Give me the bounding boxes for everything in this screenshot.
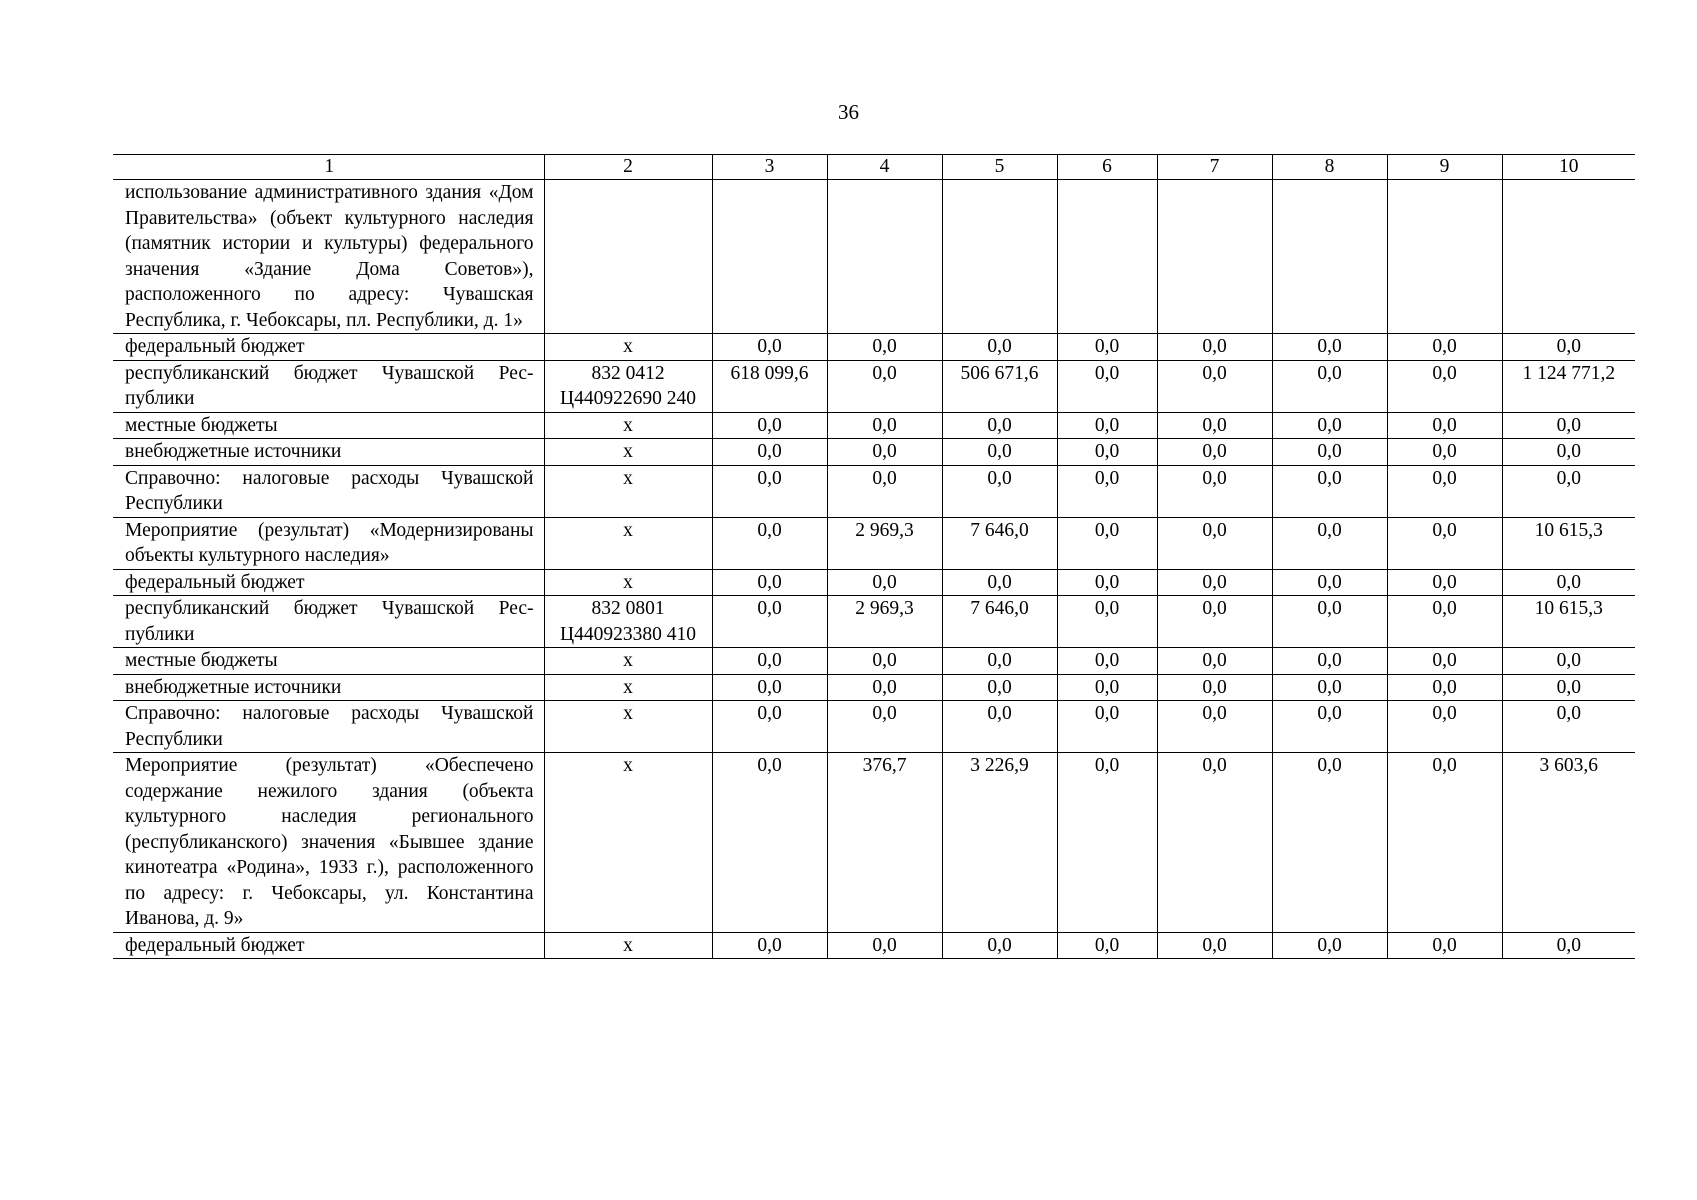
value-cell: 2 969,3 xyxy=(827,517,942,569)
column-header-2: 2 xyxy=(544,155,712,180)
value-cell: 0,0 xyxy=(712,465,827,517)
value-cell: 0,0 xyxy=(712,439,827,466)
value-cell: 0,0 xyxy=(1502,439,1635,466)
value-cell: 0,0 xyxy=(1387,517,1502,569)
value-cell: 0,0 xyxy=(1057,465,1157,517)
value-cell: 0,0 xyxy=(1157,569,1272,596)
value-cell: 0,0 xyxy=(1272,932,1387,959)
row-description: федеральный бюджет xyxy=(113,932,544,959)
row-description: Мероприятие (результат) «Модернизированы объекты культурного наследия» xyxy=(113,517,544,569)
value-cell: 0,0 xyxy=(712,701,827,753)
budget-code: х xyxy=(544,674,712,701)
value-cell: 0,0 xyxy=(1272,674,1387,701)
value-cell: 0,0 xyxy=(1057,596,1157,648)
value-cell: 0,0 xyxy=(1157,465,1272,517)
value-cell: 0,0 xyxy=(1387,360,1502,412)
value-cell: 0,0 xyxy=(712,596,827,648)
row-description: использование административного здания «Дом Правительства» (объект культурного наследия (памятник истории и культуры) федерального значения «Здание Дома Советов»), расположенного по адресу: Чувашская Республика, г. Чебоксары, пл. Республики, д. 1» xyxy=(113,180,544,334)
value-cell: 0,0 xyxy=(1502,932,1635,959)
value-cell: 0,0 xyxy=(942,701,1057,753)
value-cell: 0,0 xyxy=(827,932,942,959)
row-description: федеральный бюджет xyxy=(113,569,544,596)
value-cell: 0,0 xyxy=(1272,334,1387,361)
value-cell: 0,0 xyxy=(1157,674,1272,701)
value-cell: 0,0 xyxy=(1387,596,1502,648)
table-row xyxy=(113,701,1635,753)
table-row xyxy=(113,465,1635,517)
table-row xyxy=(113,180,1635,334)
value-cell: 0,0 xyxy=(712,334,827,361)
value-cell: 506 671,6 xyxy=(942,360,1057,412)
column-header-10: 10 xyxy=(1502,155,1635,180)
table-row xyxy=(113,569,1635,596)
value-cell xyxy=(1157,180,1272,334)
value-cell xyxy=(1272,180,1387,334)
value-cell: 0,0 xyxy=(1157,517,1272,569)
value-cell: 0,0 xyxy=(1057,648,1157,675)
column-header-1: 1 xyxy=(113,155,544,180)
budget-code: х xyxy=(544,334,712,361)
value-cell: 0,0 xyxy=(1157,334,1272,361)
row-description: местные бюджеты xyxy=(113,412,544,439)
value-cell: 3 603,6 xyxy=(1502,753,1635,933)
value-cell: 0,0 xyxy=(1502,465,1635,517)
value-cell: 0,0 xyxy=(1157,701,1272,753)
row-description: внебюджетные источники xyxy=(113,439,544,466)
row-description: федеральный бюджет xyxy=(113,334,544,361)
table-header xyxy=(113,155,1635,180)
table-row xyxy=(113,517,1635,569)
table-row xyxy=(113,753,1635,933)
value-cell xyxy=(712,180,827,334)
value-cell: 0,0 xyxy=(1057,569,1157,596)
value-cell: 0,0 xyxy=(712,412,827,439)
column-header-8: 8 xyxy=(1272,155,1387,180)
value-cell: 0,0 xyxy=(1057,932,1157,959)
value-cell: 0,0 xyxy=(1057,517,1157,569)
value-cell: 0,0 xyxy=(1502,674,1635,701)
value-cell: 0,0 xyxy=(1272,360,1387,412)
value-cell: 0,0 xyxy=(1387,412,1502,439)
row-description: Справочно: налоговые расходы Чувашской Республики xyxy=(113,465,544,517)
budget-code: 832 0412 Ц440922690 240 xyxy=(544,360,712,412)
value-cell: 0,0 xyxy=(1272,412,1387,439)
value-cell: 0,0 xyxy=(942,648,1057,675)
value-cell: 0,0 xyxy=(827,648,942,675)
value-cell: 0,0 xyxy=(712,648,827,675)
value-cell: 0,0 xyxy=(712,932,827,959)
table-row xyxy=(113,932,1635,959)
value-cell: 0,0 xyxy=(942,439,1057,466)
value-cell: 0,0 xyxy=(1057,753,1157,933)
value-cell xyxy=(1057,180,1157,334)
budget-table xyxy=(113,154,1635,959)
value-cell: 618 099,6 xyxy=(712,360,827,412)
row-description: внебюджетные источники xyxy=(113,674,544,701)
value-cell: 0,0 xyxy=(827,701,942,753)
value-cell: 0,0 xyxy=(1272,701,1387,753)
table-row xyxy=(113,360,1635,412)
column-header-9: 9 xyxy=(1387,155,1502,180)
budget-code: 832 0801 Ц440923380 410 xyxy=(544,596,712,648)
table-body xyxy=(113,180,1635,959)
value-cell: 2 969,3 xyxy=(827,596,942,648)
column-header-3: 3 xyxy=(712,155,827,180)
budget-code: х xyxy=(544,932,712,959)
value-cell: 376,7 xyxy=(827,753,942,933)
header-row xyxy=(113,155,1635,180)
value-cell: 0,0 xyxy=(712,674,827,701)
table-row xyxy=(113,439,1635,466)
value-cell: 0,0 xyxy=(712,569,827,596)
table-row xyxy=(113,334,1635,361)
value-cell xyxy=(1387,180,1502,334)
budget-code: х xyxy=(544,753,712,933)
value-cell: 0,0 xyxy=(1387,439,1502,466)
value-cell: 0,0 xyxy=(942,465,1057,517)
value-cell: 0,0 xyxy=(1502,569,1635,596)
value-cell: 0,0 xyxy=(1272,648,1387,675)
value-cell: 0,0 xyxy=(1387,465,1502,517)
value-cell: 0,0 xyxy=(1157,439,1272,466)
value-cell: 0,0 xyxy=(1502,701,1635,753)
value-cell: 0,0 xyxy=(942,932,1057,959)
table-row xyxy=(113,412,1635,439)
column-header-7: 7 xyxy=(1157,155,1272,180)
value-cell xyxy=(942,180,1057,334)
value-cell: 0,0 xyxy=(1387,569,1502,596)
value-cell: 0,0 xyxy=(1502,334,1635,361)
column-header-6: 6 xyxy=(1057,155,1157,180)
value-cell: 10 615,3 xyxy=(1502,596,1635,648)
budget-code: х xyxy=(544,569,712,596)
value-cell: 0,0 xyxy=(1387,701,1502,753)
value-cell: 0,0 xyxy=(827,360,942,412)
value-cell: 0,0 xyxy=(1387,753,1502,933)
value-cell: 7 646,0 xyxy=(942,596,1057,648)
value-cell: 0,0 xyxy=(1057,439,1157,466)
value-cell xyxy=(827,180,942,334)
value-cell: 0,0 xyxy=(1157,932,1272,959)
value-cell xyxy=(1502,180,1635,334)
row-description: республиканский бюджет Чувашской Республики xyxy=(113,596,544,648)
column-header-4: 4 xyxy=(827,155,942,180)
value-cell: 0,0 xyxy=(827,334,942,361)
value-cell: 0,0 xyxy=(1057,701,1157,753)
budget-code: х xyxy=(544,517,712,569)
value-cell: 0,0 xyxy=(827,412,942,439)
row-description: республиканский бюджет Чувашской Республики xyxy=(113,360,544,412)
value-cell: 0,0 xyxy=(942,569,1057,596)
value-cell: 0,0 xyxy=(1272,596,1387,648)
value-cell: 0,0 xyxy=(1157,753,1272,933)
value-cell: 0,0 xyxy=(1387,334,1502,361)
value-cell: 0,0 xyxy=(712,517,827,569)
value-cell: 0,0 xyxy=(1387,674,1502,701)
value-cell: 0,0 xyxy=(1387,932,1502,959)
budget-code: х xyxy=(544,439,712,466)
value-cell: 0,0 xyxy=(1157,360,1272,412)
value-cell: 0,0 xyxy=(942,674,1057,701)
value-cell: 0,0 xyxy=(1272,517,1387,569)
value-cell: 0,0 xyxy=(942,412,1057,439)
table-row xyxy=(113,648,1635,675)
budget-code: х xyxy=(544,465,712,517)
table-row xyxy=(113,596,1635,648)
value-cell: 7 646,0 xyxy=(942,517,1057,569)
value-cell: 3 226,9 xyxy=(942,753,1057,933)
value-cell: 0,0 xyxy=(1272,753,1387,933)
value-cell: 0,0 xyxy=(1057,674,1157,701)
table-row xyxy=(113,674,1635,701)
budget-code: х xyxy=(544,412,712,439)
value-cell: 0,0 xyxy=(827,465,942,517)
value-cell: 0,0 xyxy=(1057,360,1157,412)
row-description: Справочно: налоговые расходы Чувашской Республики xyxy=(113,701,544,753)
value-cell: 0,0 xyxy=(1502,648,1635,675)
budget-code: х xyxy=(544,648,712,675)
page-number: 36 xyxy=(838,100,859,124)
value-cell: 0,0 xyxy=(942,334,1057,361)
value-cell: 1 124 771,2 xyxy=(1502,360,1635,412)
value-cell: 0,0 xyxy=(1157,412,1272,439)
value-cell: 0,0 xyxy=(1157,596,1272,648)
value-cell: 0,0 xyxy=(1057,412,1157,439)
value-cell: 0,0 xyxy=(1157,648,1272,675)
value-cell: 0,0 xyxy=(1272,465,1387,517)
value-cell: 0,0 xyxy=(1272,439,1387,466)
column-header-5: 5 xyxy=(942,155,1057,180)
value-cell: 0,0 xyxy=(827,674,942,701)
row-description: Мероприятие (результат) «Обеспечено содержание нежилого здания (объекта культурного наследия регионального (республиканского) значения «Бывшее здание кинотеатра «Родина», 1933 г.), расположенного по адресу: г. Чебоксары, ул. Константина Иванова, д. 9» xyxy=(113,753,544,933)
budget-code: х xyxy=(544,701,712,753)
value-cell: 0,0 xyxy=(1502,412,1635,439)
value-cell: 10 615,3 xyxy=(1502,517,1635,569)
value-cell: 0,0 xyxy=(1272,569,1387,596)
row-description: местные бюджеты xyxy=(113,648,544,675)
value-cell: 0,0 xyxy=(827,439,942,466)
budget-code xyxy=(544,180,712,334)
value-cell: 0,0 xyxy=(827,569,942,596)
value-cell: 0,0 xyxy=(712,753,827,933)
value-cell: 0,0 xyxy=(1387,648,1502,675)
value-cell: 0,0 xyxy=(1057,334,1157,361)
